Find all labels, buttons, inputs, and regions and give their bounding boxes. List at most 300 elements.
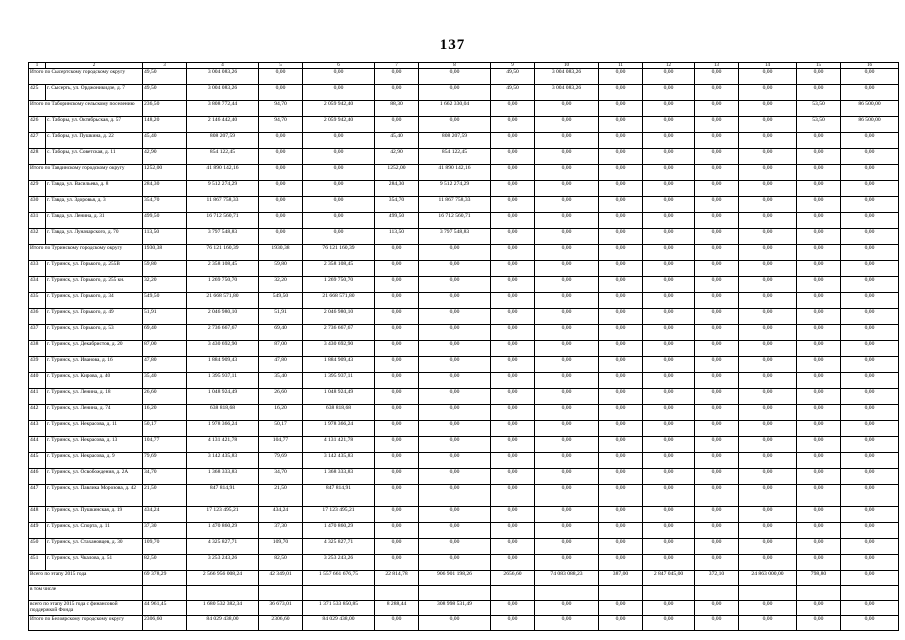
table-row xyxy=(29,261,899,277)
value-cell: 0,00 xyxy=(797,69,841,85)
table-row xyxy=(29,421,899,437)
value-cell: 0,00 xyxy=(535,437,599,453)
value-cell: 0,00 xyxy=(419,277,491,293)
value-cell: 0,00 xyxy=(303,181,375,197)
value-cell: 0,00 xyxy=(259,229,303,245)
value-cell: 0,00 xyxy=(375,69,419,85)
row-name: г. Туринск, ул. Ленина, д. 18 xyxy=(46,389,143,405)
value-cell: 4 131 421,78 xyxy=(187,437,259,453)
value-cell: 22 814,78 xyxy=(375,571,419,586)
value-cell: 34,70 xyxy=(143,469,187,485)
value-cell: 0,00 xyxy=(599,229,643,245)
value-cell: 8 288,44 xyxy=(375,601,419,616)
value-cell: 0,00 xyxy=(739,405,797,421)
table-row xyxy=(29,149,899,165)
value-cell: 0,00 xyxy=(599,485,643,507)
value-cell: 0,00 xyxy=(841,165,899,181)
value-cell: 3 004 083,26 xyxy=(535,85,599,101)
value-cell: 854 122,45 xyxy=(419,149,491,165)
value-cell: 32,20 xyxy=(259,277,303,293)
value-cell: 0,00 xyxy=(491,485,535,507)
value-cell: 0,00 xyxy=(695,389,739,405)
value-cell: 0,00 xyxy=(375,373,419,389)
value-cell: 2 358 108,45 xyxy=(187,261,259,277)
column-number: 7 xyxy=(375,63,419,69)
total-row xyxy=(29,616,899,631)
value-cell: 76 121 160,39 xyxy=(303,245,375,261)
value-cell: 0,00 xyxy=(841,437,899,453)
value-cell: 0,00 xyxy=(695,601,739,616)
value-cell: 308 998 531,49 xyxy=(419,601,491,616)
value-cell: 0,00 xyxy=(599,507,643,523)
value-cell: 0,00 xyxy=(695,213,739,229)
column-number: 8 xyxy=(419,63,491,69)
value-cell: 0,00 xyxy=(599,469,643,485)
value-cell: 0,00 xyxy=(695,165,739,181)
value-cell: 0,00 xyxy=(695,69,739,85)
value-cell: 0,00 xyxy=(599,523,643,539)
value-cell: 0,00 xyxy=(797,389,841,405)
value-cell: 847 814,91 xyxy=(303,485,375,507)
table-row xyxy=(29,555,899,571)
register-table-sheet xyxy=(28,62,881,631)
value-cell: 0,00 xyxy=(259,69,303,85)
row-number: 443 xyxy=(29,421,46,437)
value-cell: 0,00 xyxy=(797,357,841,373)
value-cell: 0,00 xyxy=(535,245,599,261)
row-name: г. Туринск, ул. Некрасова, д. 11 xyxy=(46,421,143,437)
value-cell: 0,00 xyxy=(643,507,695,523)
value-cell: 0,00 xyxy=(841,523,899,539)
value-cell: 1 662 330,04 xyxy=(419,101,491,117)
value-cell xyxy=(797,586,841,601)
value-cell: 0,00 xyxy=(739,149,797,165)
value-cell: 0,00 xyxy=(841,469,899,485)
value-cell: 0,00 xyxy=(739,523,797,539)
value-cell: 0,00 xyxy=(599,453,643,469)
value-cell: 1 395 937,11 xyxy=(303,373,375,389)
value-cell: 0,00 xyxy=(599,405,643,421)
value-cell: 0,00 xyxy=(841,229,899,245)
value-cell xyxy=(143,586,187,601)
value-cell: 1 371 533 850,85 xyxy=(303,601,375,616)
value-cell: 32,20 xyxy=(143,277,187,293)
value-cell: 0,00 xyxy=(419,85,491,101)
value-cell: 0,00 xyxy=(419,523,491,539)
value-cell: 0,00 xyxy=(535,485,599,507)
value-cell: 0,00 xyxy=(695,117,739,133)
value-cell: 0,00 xyxy=(797,601,841,616)
value-cell: 0,00 xyxy=(535,523,599,539)
register-table xyxy=(28,62,899,631)
value-cell: 45,40 xyxy=(375,133,419,149)
value-cell: 0,00 xyxy=(739,165,797,181)
value-cell: 3 004 083,26 xyxy=(187,69,259,85)
value-cell: 0,00 xyxy=(643,616,695,631)
value-cell: 0,00 xyxy=(375,293,419,309)
table-row xyxy=(29,539,899,555)
value-cell: 0,00 xyxy=(535,117,599,133)
value-cell: 1 884 909,43 xyxy=(187,357,259,373)
value-cell: 0,00 xyxy=(535,277,599,293)
row-number: 435 xyxy=(29,293,46,309)
value-cell: 0,00 xyxy=(695,309,739,325)
value-cell: 1 395 937,11 xyxy=(187,373,259,389)
table-row xyxy=(29,293,899,309)
value-cell: 0,00 xyxy=(491,523,535,539)
value-cell: 3 430 692,90 xyxy=(303,341,375,357)
value-cell: 0,00 xyxy=(419,117,491,133)
value-cell: 0,00 xyxy=(419,539,491,555)
value-cell: 0,00 xyxy=(491,101,535,117)
row-name: г. Туринск, ул. Ленина, д. 74 xyxy=(46,405,143,421)
row-number: 439 xyxy=(29,357,46,373)
value-cell: 1 048 924,49 xyxy=(303,389,375,405)
table-row xyxy=(29,277,899,293)
column-number: 5 xyxy=(259,63,303,69)
row-name: г. Туринск, ул. Горького, д. 255В xyxy=(46,261,143,277)
value-cell: 0,00 xyxy=(841,133,899,149)
value-cell: 4 325 827,71 xyxy=(187,539,259,555)
row-number: 445 xyxy=(29,453,46,469)
value-cell: 0,00 xyxy=(375,389,419,405)
table-row xyxy=(29,229,899,245)
total-row xyxy=(29,586,899,601)
value-cell: 47,80 xyxy=(143,357,187,373)
value-cell: 0,00 xyxy=(491,149,535,165)
value-cell: 0,00 xyxy=(739,373,797,389)
value-cell: 109,70 xyxy=(143,539,187,555)
value-cell: 94,70 xyxy=(259,117,303,133)
row-number: 432 xyxy=(29,229,46,245)
value-cell: 0,00 xyxy=(259,149,303,165)
row-name: г. Туринск, ул. Декабристов, д. 20 xyxy=(46,341,143,357)
value-cell: 0,00 xyxy=(695,245,739,261)
value-cell: 0,00 xyxy=(695,197,739,213)
value-cell: 1 470 860,29 xyxy=(303,523,375,539)
value-cell: 0,00 xyxy=(695,149,739,165)
value-cell: 0,00 xyxy=(419,469,491,485)
value-cell: 0,00 xyxy=(695,85,739,101)
value-cell: 0,00 xyxy=(643,421,695,437)
value-cell: 49,50 xyxy=(491,69,535,85)
value-cell: 24 863 000,00 xyxy=(739,571,797,586)
value-cell: 284,30 xyxy=(375,181,419,197)
value-cell: 2 358 108,45 xyxy=(303,261,375,277)
value-cell: 9 512 274,29 xyxy=(419,181,491,197)
value-cell: 0,00 xyxy=(695,555,739,571)
value-cell: 0,00 xyxy=(419,357,491,373)
value-cell: 0,00 xyxy=(303,149,375,165)
row-number: 446 xyxy=(29,469,46,485)
value-cell: 3 142 435,83 xyxy=(187,453,259,469)
value-cell: 0,00 xyxy=(739,101,797,117)
value-cell: 94,70 xyxy=(259,101,303,117)
value-cell: 0,00 xyxy=(303,213,375,229)
value-cell: 0,00 xyxy=(739,357,797,373)
value-cell: 0,00 xyxy=(599,277,643,293)
value-cell: 0,00 xyxy=(599,437,643,453)
value-cell: 0,00 xyxy=(643,229,695,245)
value-cell: 434,24 xyxy=(143,507,187,523)
value-cell: 0,00 xyxy=(797,555,841,571)
value-cell: 0,00 xyxy=(375,453,419,469)
value-cell: 0,00 xyxy=(491,117,535,133)
value-cell: 0,00 xyxy=(599,601,643,616)
value-cell: 0,00 xyxy=(643,197,695,213)
value-cell: 0,00 xyxy=(599,357,643,373)
value-cell: 0,00 xyxy=(739,453,797,469)
column-number: 11 xyxy=(599,63,643,69)
value-cell: 113,50 xyxy=(375,229,419,245)
value-cell: 79,69 xyxy=(143,453,187,469)
value-cell: 0,00 xyxy=(491,261,535,277)
value-cell: 2 046 980,10 xyxy=(187,309,259,325)
value-cell: 0,00 xyxy=(419,309,491,325)
value-cell: 0,00 xyxy=(535,261,599,277)
value-cell: 0,00 xyxy=(375,539,419,555)
value-cell: 0,00 xyxy=(491,133,535,149)
value-cell: 0,00 xyxy=(491,389,535,405)
value-cell: 0,00 xyxy=(841,85,899,101)
row-name: г. Туринск, ул. Стахановцев, д. 30 xyxy=(46,539,143,555)
value-cell: 0,00 xyxy=(375,341,419,357)
value-cell: 499,50 xyxy=(143,213,187,229)
value-cell: 1930,38 xyxy=(143,245,187,261)
value-cell: 0,00 xyxy=(739,245,797,261)
value-cell: 84 029 438,00 xyxy=(187,616,259,631)
row-name: г. Туринск, ул. Горького, д. 49 xyxy=(46,309,143,325)
value-cell: 387,00 xyxy=(599,571,643,586)
row-number: 451 xyxy=(29,555,46,571)
value-cell: 86 500,00 xyxy=(841,101,899,117)
value-cell: 49,50 xyxy=(143,85,187,101)
value-cell: 3 004 083,26 xyxy=(535,69,599,85)
value-cell xyxy=(259,586,303,601)
value-cell xyxy=(695,586,739,601)
value-cell: 0,00 xyxy=(419,389,491,405)
value-cell: 236,50 xyxy=(143,101,187,117)
value-cell: 16 712 560,71 xyxy=(419,213,491,229)
value-cell: 0,00 xyxy=(643,469,695,485)
value-cell: 0,00 xyxy=(599,539,643,555)
value-cell xyxy=(643,586,695,601)
value-cell: 0,00 xyxy=(491,277,535,293)
value-cell: 0,00 xyxy=(599,85,643,101)
value-cell: 0,00 xyxy=(599,197,643,213)
value-cell: 0,00 xyxy=(599,325,643,341)
value-cell: 3 797 548,83 xyxy=(419,229,491,245)
value-cell: 53,50 xyxy=(797,117,841,133)
value-cell: 0,00 xyxy=(695,437,739,453)
value-cell: 59,80 xyxy=(259,261,303,277)
value-cell: 0,00 xyxy=(599,616,643,631)
value-cell: 0,00 xyxy=(643,539,695,555)
row-name: г. Сысерть, ул. Орджоникидзе, д. 7 xyxy=(46,85,143,101)
value-cell: 0,00 xyxy=(739,133,797,149)
value-cell: 0,00 xyxy=(535,341,599,357)
value-cell: 0,00 xyxy=(303,85,375,101)
value-cell: 0,00 xyxy=(841,571,899,586)
value-cell: 3 253 243,26 xyxy=(187,555,259,571)
value-cell: 0,00 xyxy=(695,539,739,555)
value-cell: 1 368 333,83 xyxy=(187,469,259,485)
table-row xyxy=(29,181,899,197)
value-cell: 17 123 495,21 xyxy=(187,507,259,523)
value-cell: 3 253 243,26 xyxy=(303,555,375,571)
value-cell: 0,00 xyxy=(375,309,419,325)
value-cell: 0,00 xyxy=(797,133,841,149)
value-cell: 1 470 860,29 xyxy=(187,523,259,539)
row-name: Итого по Сысертскому городскому округу xyxy=(29,69,143,85)
value-cell xyxy=(303,586,375,601)
value-cell: 88,30 xyxy=(375,101,419,117)
value-cell: 0,00 xyxy=(419,261,491,277)
value-cell: 16,20 xyxy=(259,405,303,421)
value-cell: 0,00 xyxy=(841,213,899,229)
value-cell: 0,00 xyxy=(841,555,899,571)
row-name: Итого по Таборинскому сельскому поселению xyxy=(29,101,143,117)
value-cell: 0,00 xyxy=(643,601,695,616)
value-cell: 0,00 xyxy=(491,165,535,181)
value-cell: 0,00 xyxy=(739,389,797,405)
value-cell: 0,00 xyxy=(797,453,841,469)
row-name: г. Туринск, ул. Спорта, д. 11 xyxy=(46,523,143,539)
value-cell: 0,00 xyxy=(599,165,643,181)
row-number: 427 xyxy=(29,133,46,149)
value-cell: 0,00 xyxy=(599,149,643,165)
row-name: Всего по этапу 2015 года xyxy=(29,571,143,586)
value-cell: 0,00 xyxy=(375,357,419,373)
value-cell: 0,00 xyxy=(739,69,797,85)
value-cell: 11 867 758,33 xyxy=(419,197,491,213)
value-cell: 0,00 xyxy=(739,229,797,245)
value-cell xyxy=(535,586,599,601)
column-number: 9 xyxy=(491,63,535,69)
value-cell: 0,00 xyxy=(535,421,599,437)
value-cell: 36 673,01 xyxy=(259,601,303,616)
value-cell: 0,00 xyxy=(643,213,695,229)
value-cell: 0,00 xyxy=(797,165,841,181)
value-cell: 0,00 xyxy=(599,69,643,85)
row-name: Итого по Туринскому городскому округу xyxy=(29,245,143,261)
row-name: г. Туринск, ул. Горького, д. 34 xyxy=(46,293,143,309)
value-cell: 0,00 xyxy=(535,149,599,165)
row-name: в том числе xyxy=(29,586,143,601)
value-cell: 0,00 xyxy=(841,325,899,341)
value-cell: 354,70 xyxy=(375,197,419,213)
value-cell: 76 121 160,39 xyxy=(187,245,259,261)
value-cell: 0,00 xyxy=(643,245,695,261)
value-cell: 1 884 909,43 xyxy=(303,357,375,373)
value-cell: 2306,60 xyxy=(259,616,303,631)
value-cell: 0,00 xyxy=(491,601,535,616)
value-cell: 84 029 438,00 xyxy=(303,616,375,631)
value-cell: 0,00 xyxy=(535,357,599,373)
row-number: 447 xyxy=(29,485,46,507)
value-cell: 0,00 xyxy=(841,261,899,277)
value-cell: 0,00 xyxy=(841,507,899,523)
row-name: г. Туринск, ул. Кирова, д. 40 xyxy=(46,373,143,389)
value-cell: 4 131 421,78 xyxy=(303,437,375,453)
row-name: с. Таборы, ул. Октябрьская, д. 57 xyxy=(46,117,143,133)
value-cell: 2656,60 xyxy=(491,571,535,586)
row-number: 444 xyxy=(29,437,46,453)
value-cell: 0,00 xyxy=(491,453,535,469)
value-cell: 0,00 xyxy=(419,421,491,437)
value-cell: 0,00 xyxy=(739,469,797,485)
value-cell: 3 797 548,83 xyxy=(187,229,259,245)
value-cell: 0,00 xyxy=(535,616,599,631)
value-cell: 148,20 xyxy=(143,117,187,133)
value-cell: 42 349,01 xyxy=(259,571,303,586)
value-cell: 82,50 xyxy=(259,555,303,571)
value-cell: 0,00 xyxy=(535,507,599,523)
value-cell: 0,00 xyxy=(643,555,695,571)
value-cell: 2 736 667,67 xyxy=(303,325,375,341)
value-cell xyxy=(491,586,535,601)
value-cell: 0,00 xyxy=(695,357,739,373)
value-cell: 0,00 xyxy=(797,437,841,453)
row-name: Итого по Тавдинскому городскому округу xyxy=(29,165,143,181)
value-cell: 0,00 xyxy=(841,601,899,616)
value-cell: 4 325 827,71 xyxy=(303,539,375,555)
value-cell: 0,00 xyxy=(695,293,739,309)
row-name: г. Туринск, ул. Горького, д. 255 кн. xyxy=(46,277,143,293)
value-cell: 50,17 xyxy=(259,421,303,437)
total-row xyxy=(29,101,899,117)
value-cell: 0,00 xyxy=(797,507,841,523)
value-cell: 82,50 xyxy=(143,555,187,571)
value-cell: 808 207,59 xyxy=(187,133,259,149)
value-cell: 0,00 xyxy=(535,405,599,421)
value-cell: 0,00 xyxy=(841,373,899,389)
value-cell: 0,00 xyxy=(739,181,797,197)
value-cell: 35,40 xyxy=(143,373,187,389)
value-cell: 0,00 xyxy=(643,85,695,101)
value-cell: 0,00 xyxy=(841,341,899,357)
value-cell: 0,00 xyxy=(643,149,695,165)
value-cell: 0,00 xyxy=(841,181,899,197)
row-number: 442 xyxy=(29,405,46,421)
value-cell: 0,00 xyxy=(491,555,535,571)
value-cell: 0,00 xyxy=(535,293,599,309)
value-cell: 26,60 xyxy=(259,389,303,405)
value-cell: 1 269 750,70 xyxy=(187,277,259,293)
value-cell: 0,00 xyxy=(375,523,419,539)
value-cell: 0,00 xyxy=(643,453,695,469)
value-cell xyxy=(187,586,259,601)
value-cell: 1 048 924,49 xyxy=(187,389,259,405)
value-cell: 0,00 xyxy=(259,181,303,197)
value-cell: 0,00 xyxy=(797,421,841,437)
value-cell: 0,00 xyxy=(375,469,419,485)
value-cell: 0,00 xyxy=(643,405,695,421)
value-cell: 0,00 xyxy=(375,616,419,631)
value-cell: 499,50 xyxy=(375,213,419,229)
value-cell: 0,00 xyxy=(375,85,419,101)
value-cell: 3 142 435,83 xyxy=(303,453,375,469)
value-cell: 0,00 xyxy=(491,437,535,453)
value-cell: 0,00 xyxy=(841,293,899,309)
column-number: 2 xyxy=(46,63,143,69)
value-cell: 51,91 xyxy=(259,309,303,325)
value-cell: 0,00 xyxy=(303,69,375,85)
value-cell: 0,00 xyxy=(419,555,491,571)
value-cell xyxy=(739,586,797,601)
value-cell: 0,00 xyxy=(841,277,899,293)
value-cell: 0,00 xyxy=(695,229,739,245)
